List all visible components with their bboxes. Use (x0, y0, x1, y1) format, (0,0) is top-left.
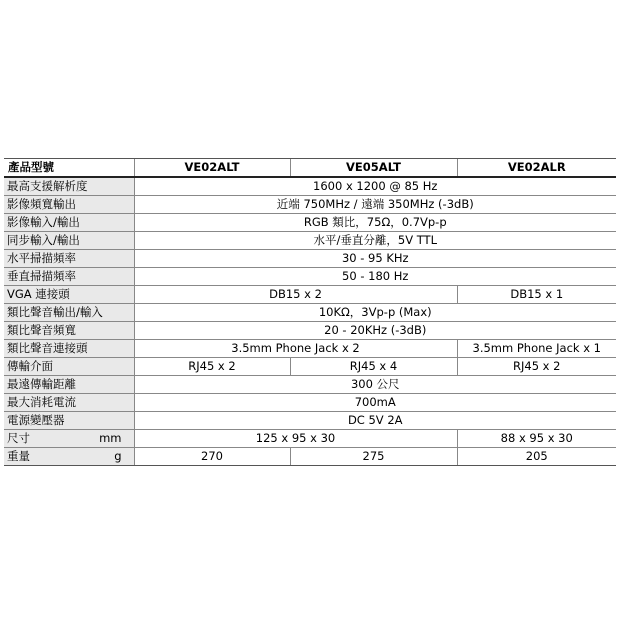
row-value: DC 5V 2A (134, 412, 616, 430)
row-value: 近端 750MHz / 遠端 350MHz (-3dB) (134, 196, 616, 214)
model-header-label: 產品型號 (4, 159, 134, 178)
row-value-ve02alt: 270 (134, 448, 290, 466)
table-row (4, 376, 616, 394)
table-row (4, 412, 616, 430)
row-label: 垂直掃描頻率 (4, 268, 134, 286)
row-value-ve02alr: DB15 x 1 (457, 286, 616, 304)
table-row (4, 358, 616, 376)
row-value: 50 - 180 Hz (134, 268, 616, 286)
model-header-ve02alr: VE02ALR (457, 159, 616, 178)
row-value: 300 公尺 (134, 376, 616, 394)
row-value-ve02alr: RJ45 x 2 (457, 358, 616, 376)
row-label: VGA 連接頭 (4, 286, 134, 304)
row-value-ve02alt-ve05alt: 3.5mm Phone Jack x 2 (134, 340, 457, 358)
table-row (4, 177, 616, 196)
table-row (4, 286, 616, 304)
table-row (4, 268, 616, 286)
row-label (4, 448, 134, 466)
model-header-ve02alt: VE02ALT (134, 159, 290, 178)
row-value: 水平/垂直分離，5V TTL (134, 232, 616, 250)
row-label: 同步輸入/輸出 (4, 232, 134, 250)
table-row (4, 250, 616, 268)
row-value-ve05alt: 275 (290, 448, 457, 466)
table-row (4, 340, 616, 358)
table-row (4, 394, 616, 412)
table-row (4, 430, 616, 448)
row-unit: g (114, 449, 122, 463)
row-value: RGB 類比，75Ω，0.7Vp-p (134, 214, 616, 232)
row-label-text: 重量 (7, 449, 30, 463)
row-label: 影像頻寬輸出 (4, 196, 134, 214)
row-value: 1600 x 1200 @ 85 Hz (134, 177, 616, 196)
row-value-ve02alt-ve05alt: 125 x 95 x 30 (134, 430, 457, 448)
table-row (4, 448, 616, 466)
spec-table (4, 158, 616, 466)
row-value: 30 - 95 KHz (134, 250, 616, 268)
table-row (4, 196, 616, 214)
table-row (4, 322, 616, 340)
row-unit: mm (99, 431, 122, 445)
row-label: 電源變壓器 (4, 412, 134, 430)
row-label: 水平掃描頻率 (4, 250, 134, 268)
model-header-ve05alt: VE05ALT (290, 159, 457, 178)
row-value: 20 - 20KHz (-3dB) (134, 322, 616, 340)
row-label: 最高支援解析度 (4, 177, 134, 196)
row-value-ve02alr: 88 x 95 x 30 (457, 430, 616, 448)
table-row (4, 214, 616, 232)
table-row (4, 232, 616, 250)
row-label-text: 尺寸 (7, 431, 30, 445)
row-label: 傳輸介面 (4, 358, 134, 376)
table-header-row (4, 159, 616, 178)
row-value-ve05alt: RJ45 x 4 (290, 358, 457, 376)
row-value: 10KΩ，3Vp-p (Max) (134, 304, 616, 322)
row-value-ve02alr: 205 (457, 448, 616, 466)
row-value-ve02alt-ve05alt: DB15 x 2 (134, 286, 457, 304)
row-label: 最遠傳輸距離 (4, 376, 134, 394)
row-label: 最大消耗電流 (4, 394, 134, 412)
row-label (4, 430, 134, 448)
row-label: 類比聲音連接頭 (4, 340, 134, 358)
row-value-ve02alt: RJ45 x 2 (134, 358, 290, 376)
table-row (4, 304, 616, 322)
row-value: 700mA (134, 394, 616, 412)
row-value-ve02alr: 3.5mm Phone Jack x 1 (457, 340, 616, 358)
row-label: 類比聲音輸出/輸入 (4, 304, 134, 322)
row-label: 影像輸入/輸出 (4, 214, 134, 232)
row-label: 類比聲音頻寬 (4, 322, 134, 340)
